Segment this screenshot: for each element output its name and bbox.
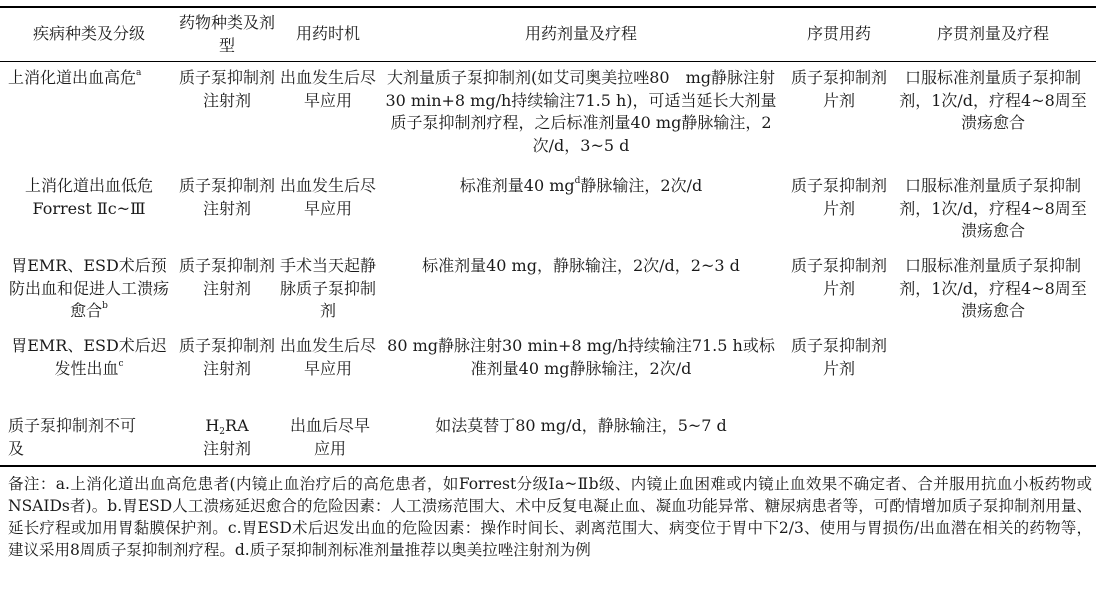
header-disease: 疾病种类及分级: [32, 24, 145, 43]
row2-disease: 上消化道出血低危 Forrest Ⅱc~Ⅲ: [24, 176, 153, 218]
header-seq-drug: 序贯用药: [806, 24, 871, 43]
row3-dose: 标准剂量40 mg，静脉输注，2次/d，2~3 d: [422, 256, 740, 275]
row2-seq-drug: 质子泵抑制剂片剂: [790, 176, 887, 218]
row4-seq-drug: 质子泵抑制剂片剂: [790, 336, 887, 378]
footnote-marker: b: [102, 301, 108, 311]
row3-drug: 质子泵抑制剂注射剂: [178, 256, 275, 298]
row1-dose: 大剂量质子泵抑制剂(如艾司奥美拉唑80 mg静脉注射30 min+8 mg/h持续输注71.5 h)，可适当延长大剂量质子泵抑制剂疗程，之后标准剂量40 mg静脉输注，2次/d，3~5 d: [385, 68, 777, 155]
row4-drug: 质子泵抑制剂注射剂: [178, 336, 275, 378]
footnote-marker: c: [118, 358, 124, 369]
row3-seq-drug: 质子泵抑制剂片剂: [790, 256, 887, 298]
header-rule: [0, 61, 1096, 62]
header-seq-dose: 序贯剂量及疗程: [936, 24, 1049, 43]
row2-seq-dose: 口服标准剂量质子泵抑制剂，1次/d，疗程4~8周至溃疡愈合: [899, 176, 1087, 240]
row4-disease: 胃EMR、ESD术后迟发性出血$^c$: [11, 336, 167, 378]
row1-seq-dose: 口服标准剂量质子泵抑制剂，1次/d，疗程4~8周至溃疡愈合: [899, 68, 1087, 132]
row2-timing: 出血发生后尽早应用: [280, 176, 377, 218]
row4-dose: 80 mg静脉注射30 min+8 mg/h持续输注71.5 h或标准剂量40 mg静脉输注，2次/d: [387, 336, 775, 378]
row5-disease: 质子泵抑制剂不可及: [8, 416, 137, 458]
row1-disease: 上消化道出血高危$^a$: [8, 68, 142, 87]
row3-seq-dose: 口服标准剂量质子泵抑制剂，1次/d，疗程4~8周至溃疡愈合: [899, 256, 1087, 320]
row1-seq-drug: 质子泵抑制剂片剂: [790, 68, 887, 110]
row3-disease: 胃EMR、ESD术后预防出血和促进人工溃疡愈合$^b$: [8, 256, 169, 320]
row2-dose: 标准剂量40 $mg^d$静脉输注，2次/d: [459, 176, 703, 195]
row1-timing: 出血发生后尽早应用: [280, 68, 377, 110]
row5-timing: 出血后尽早应用: [290, 416, 371, 458]
row3-timing: 手术当天起静脉质子泵抑制剂: [280, 256, 377, 320]
row1-drug: 质子泵抑制剂注射剂: [178, 68, 275, 110]
header-timing: 用药时机: [295, 24, 360, 43]
header-dose: 用药剂量及疗程: [524, 24, 637, 43]
footnote-marker: d: [574, 176, 581, 186]
row5-dose: 如法莫替丁80 mg/d，静脉输注，5~7 d: [435, 416, 727, 435]
table-bottom-rule: [0, 465, 1096, 467]
table-top-rule: [0, 6, 1096, 8]
header-drug-type: 药物种类及剂型: [178, 13, 275, 55]
row2-drug: 质子泵抑制剂注射剂: [178, 176, 275, 218]
footnote-marker: a: [136, 68, 142, 78]
row5-drug: $H_2RA$注射剂: [202, 416, 251, 458]
table-notes: 备注：a.上消化道出血高危患者(内镜止血治疗后的高危患者，如Forrest分级Ⅰa~Ⅱb级、内镜止血困难或内镜止血效果不确定者、合并服用抗血小板药物或NSAIDs者)。b.胃ESD人工溃疡延迟愈合的危险因素：人工溃疡范围大、术中反复电凝止血、凝血功能异常、糖尿病患者等，可酌情增加质子泵抑制剂用量、延长疗程或加用胃黏膜保护剂。c.胃ESD术后迟发出血的危险因素：操作时间长、剥离范围大、病变位于胃中下2/3、使用与胃损伤/出血潜在相关的药物等，建议采用8周质子泵抑制剂疗程。d.质子泵抑制剂标准剂量推荐以奥美拉唑注射剂为例: [8, 475, 1092, 559]
row4-timing: 出血发生后尽早应用: [280, 336, 377, 378]
